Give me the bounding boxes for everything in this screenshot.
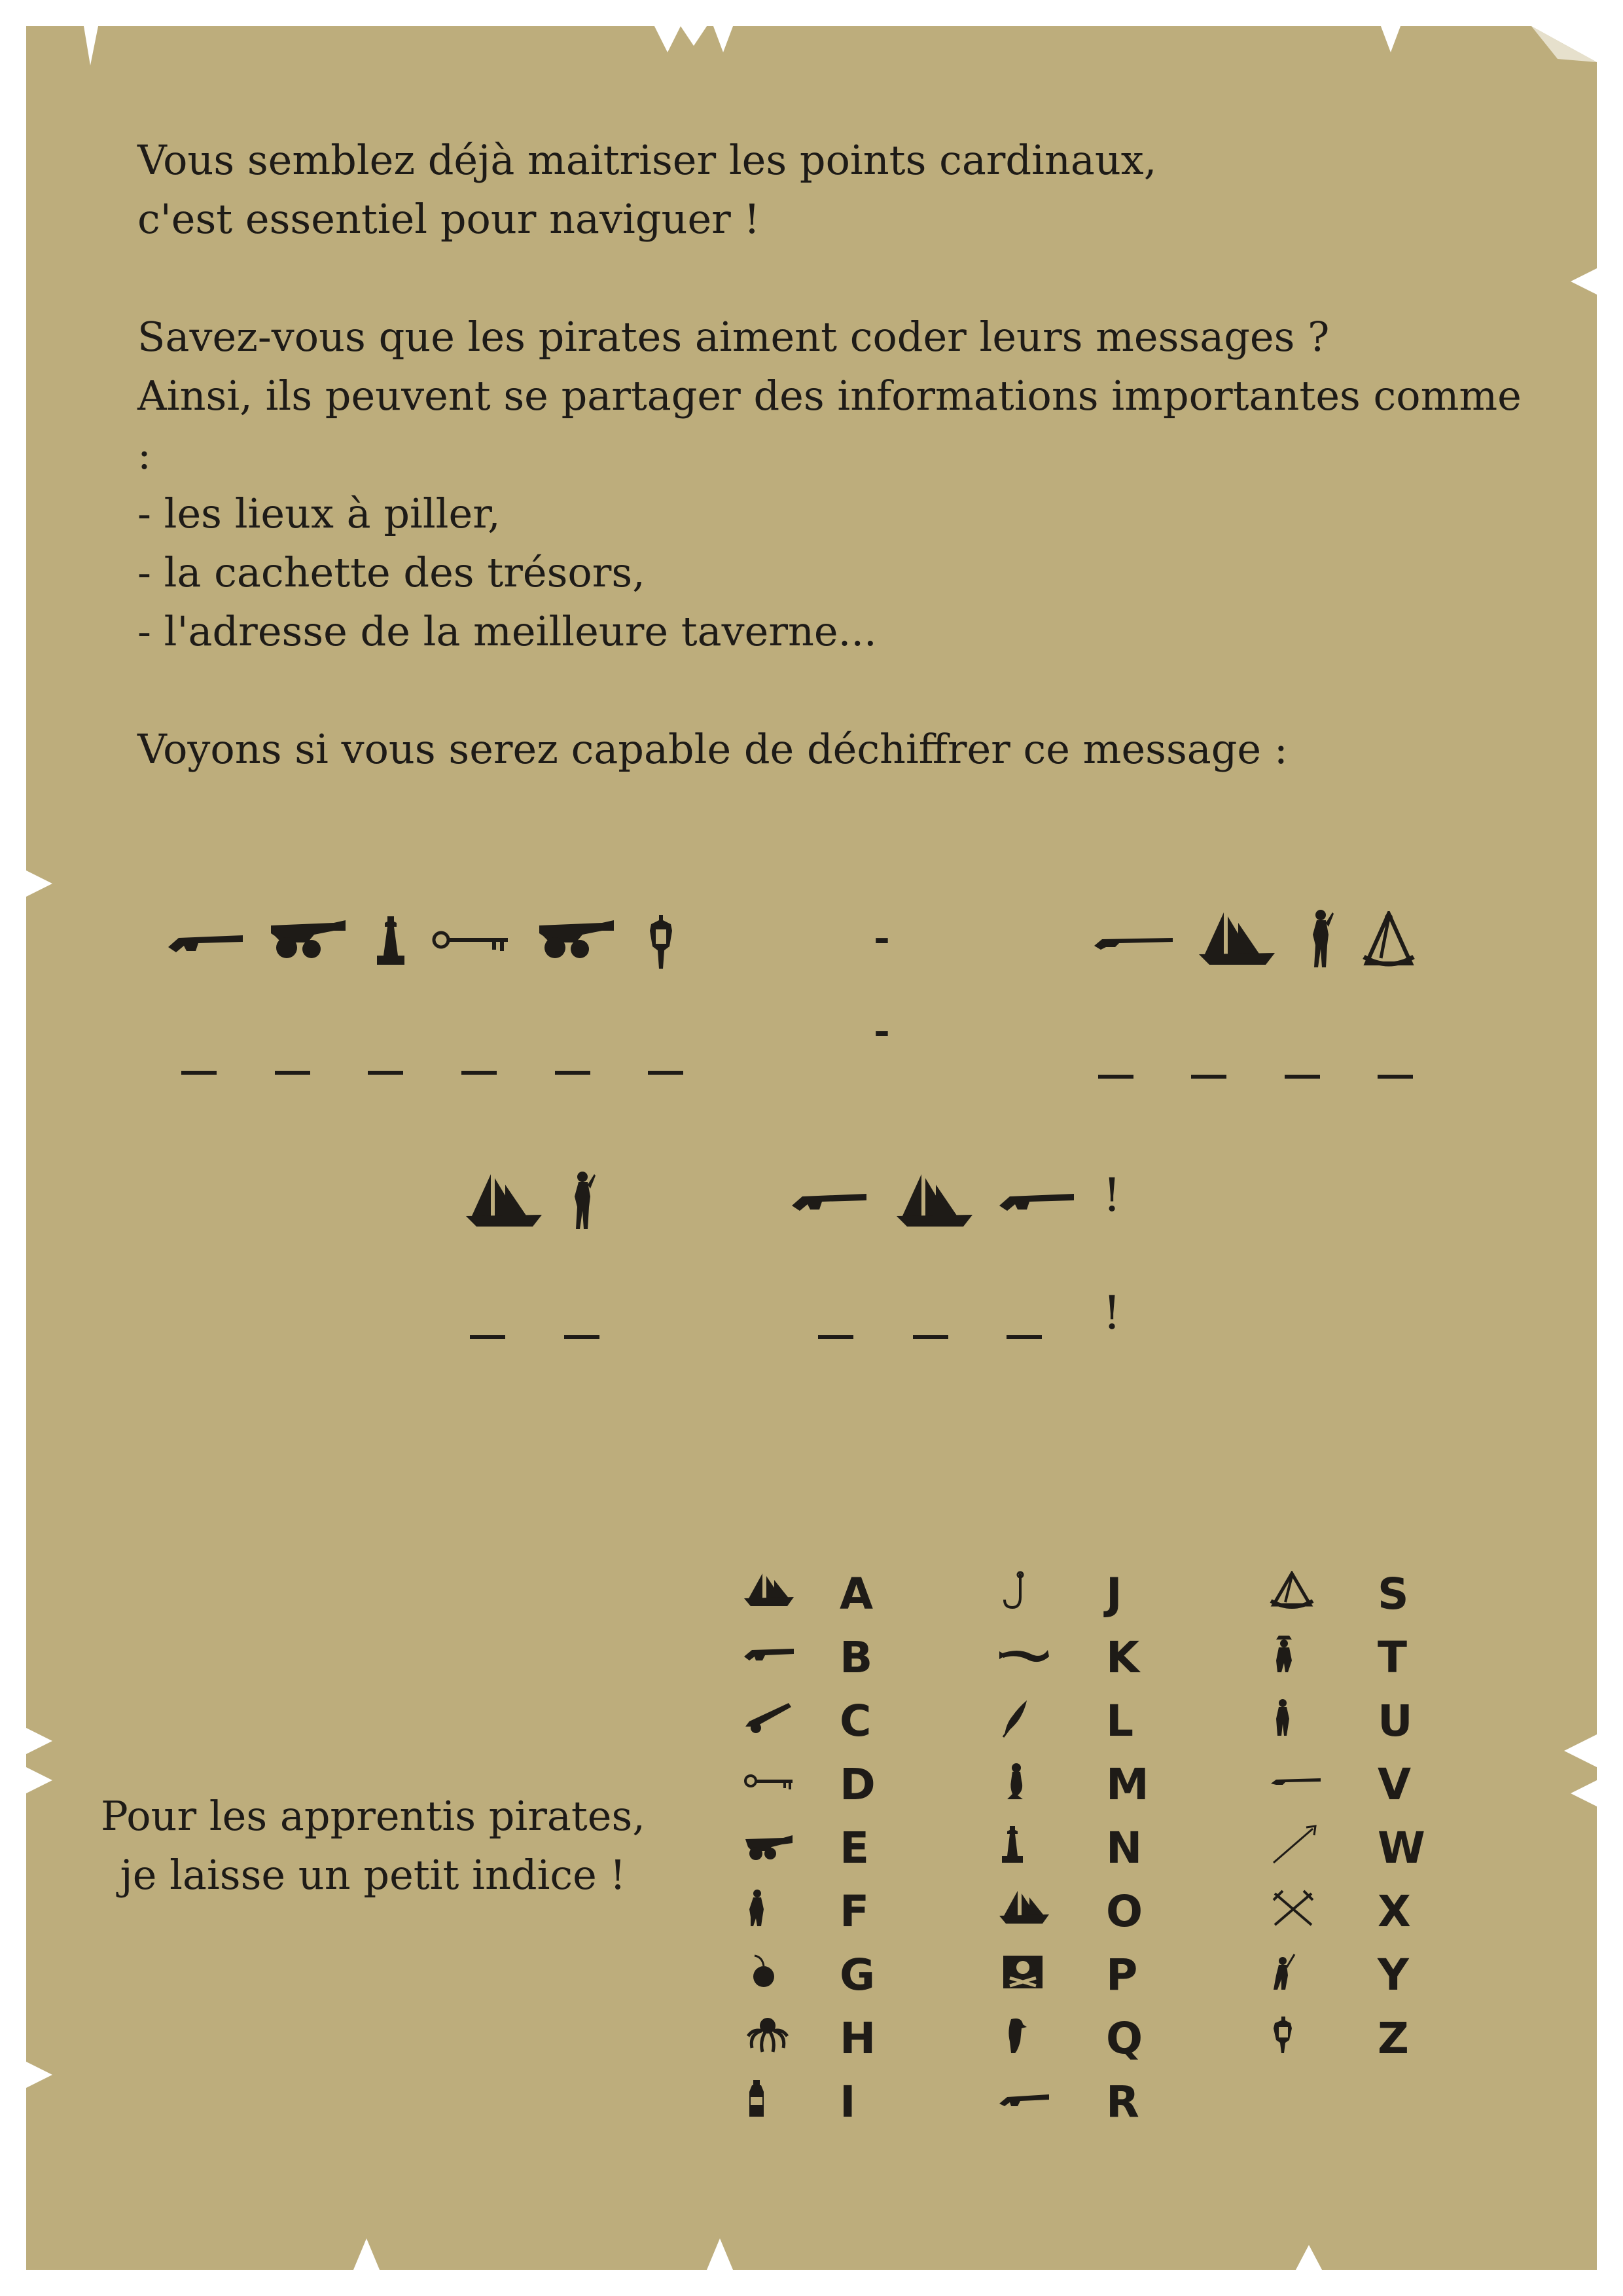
key-letter: W [1378,1823,1427,1873]
exclamation-mark: ! [1103,1286,1122,1340]
letter-blank [564,1335,599,1339]
exclamation-mark: ! [1103,1168,1122,1222]
lighthouse-icon [998,1825,1050,1868]
letter-blank [1007,1335,1042,1339]
intro-line: Savez-vous que les pirates aiment coder leurs messages ? [137,313,1330,361]
intro-line: - la cachette des trésors, [137,548,645,596]
cannon-icon [268,916,347,962]
key-letter: X [1378,1886,1412,1937]
small-cannon-icon [743,1698,795,1741]
sailing-ship-icon [895,1172,974,1230]
key-letter: Q [1106,2013,1145,2064]
key-letter: F [840,1886,871,1937]
letter-blank [1191,1075,1226,1079]
letter-blank [181,1071,217,1075]
key-letter: G [840,1950,877,2000]
letter-blank [1098,1075,1133,1079]
key-letter: Z [1378,2013,1410,2064]
musket-icon [1093,933,1175,952]
swordsman-icon [1270,1952,1322,1995]
lantern-icon [1270,2015,1322,2058]
sailing-ship-icon [1198,910,1276,969]
key-letter: H [840,2013,878,2064]
sextant-icon [1270,1571,1322,1614]
key-letter: U [1378,1696,1414,1746]
key-letter: Y [1378,1950,1410,2000]
key-letter: C [840,1696,873,1746]
letter-blank [470,1335,505,1339]
cannon-icon [537,916,615,962]
key-letter: E [840,1823,871,1873]
hook-icon [998,1571,1050,1614]
key-letter: K [1106,1632,1141,1683]
flintlock-icon [998,2079,1050,2122]
key-letter: R [1106,2077,1141,2127]
key-letter: V [1378,1759,1413,1810]
intro-line: - l'adresse de la meilleure taverne... [137,607,877,655]
pirate-woman-icon [569,1170,597,1230]
pirate-sailor-icon [1270,1698,1322,1741]
trident-icon [1270,1825,1322,1868]
letter-blank [1378,1075,1413,1079]
intro-line: Ainsi, ils peuvent se partager des informations importantes comme : [137,372,1522,478]
letter-blank [275,1071,310,1075]
pistol-icon [791,1185,869,1217]
key-letter: D [840,1759,877,1810]
key-letter: M [1106,1759,1150,1810]
key-icon [743,1761,795,1804]
lighthouse-icon [374,914,407,966]
key-letter: A [840,1569,875,1619]
pistol-icon [167,926,245,959]
letter-blank [368,1071,403,1075]
hint-line: je laisse un petit indice ! [120,1851,626,1899]
lantern-icon [645,914,677,969]
key-letter: P [1106,1950,1139,2000]
crossed-swords-icon [1270,1888,1322,1931]
feather-quill-icon [998,1698,1050,1741]
letter-blank [461,1071,497,1075]
pirate-captain-icon [1270,1634,1322,1677]
intro-line: - les lieux à piller, [137,490,501,537]
sextant-icon [1361,911,1416,967]
sailing-ship-icon [465,1172,543,1230]
key-letter: N [1106,1823,1144,1873]
intro-text [137,131,1544,779]
pirate-woman-icon [1308,908,1335,969]
letter-blank [555,1071,590,1075]
intro-line: c'est essentiel pour naviguer ! [137,195,760,243]
key-letter: B [840,1632,874,1683]
musket-icon [1270,1761,1322,1804]
letter-blank [818,1335,853,1339]
key-letter: L [1106,1696,1135,1746]
bottle-icon [743,2079,795,2122]
pistol-icon [998,1185,1077,1217]
pirate-woman-icon [743,1888,795,1931]
octopus-icon [743,2015,795,2058]
letter-blank [648,1071,683,1075]
key-letter: T [1378,1632,1409,1683]
sailing-ship-icon [998,1888,1050,1931]
hint-line: Pour les apprentis pirates, [101,1792,645,1840]
word-separator: - [874,915,890,961]
hint-text [79,1787,668,1905]
mermaid-icon [998,1761,1050,1804]
intro-line: Vous semblez déjà maitriser les points cardinaux, [137,136,1157,184]
jolly-roger-flag-icon [998,1952,1050,1995]
key-icon [432,928,510,954]
key-letter: S [1378,1569,1410,1619]
parrot-icon [998,2015,1050,2058]
cannon-icon [743,1825,795,1868]
letter-blank [1285,1075,1320,1079]
key-letter: J [1106,1569,1124,1619]
pistol-icon [743,1634,795,1677]
letter-blank [913,1335,948,1339]
galleon-icon [743,1571,795,1614]
word-separator: - [874,1008,890,1054]
bomb-icon [743,1952,795,1995]
key-letter: O [1106,1886,1145,1937]
mermaid-tail-icon [998,1634,1050,1677]
key-letter: I [840,2077,857,2127]
intro-line: Voyons si vous serez capable de déchiffrer ce message : [137,725,1288,773]
